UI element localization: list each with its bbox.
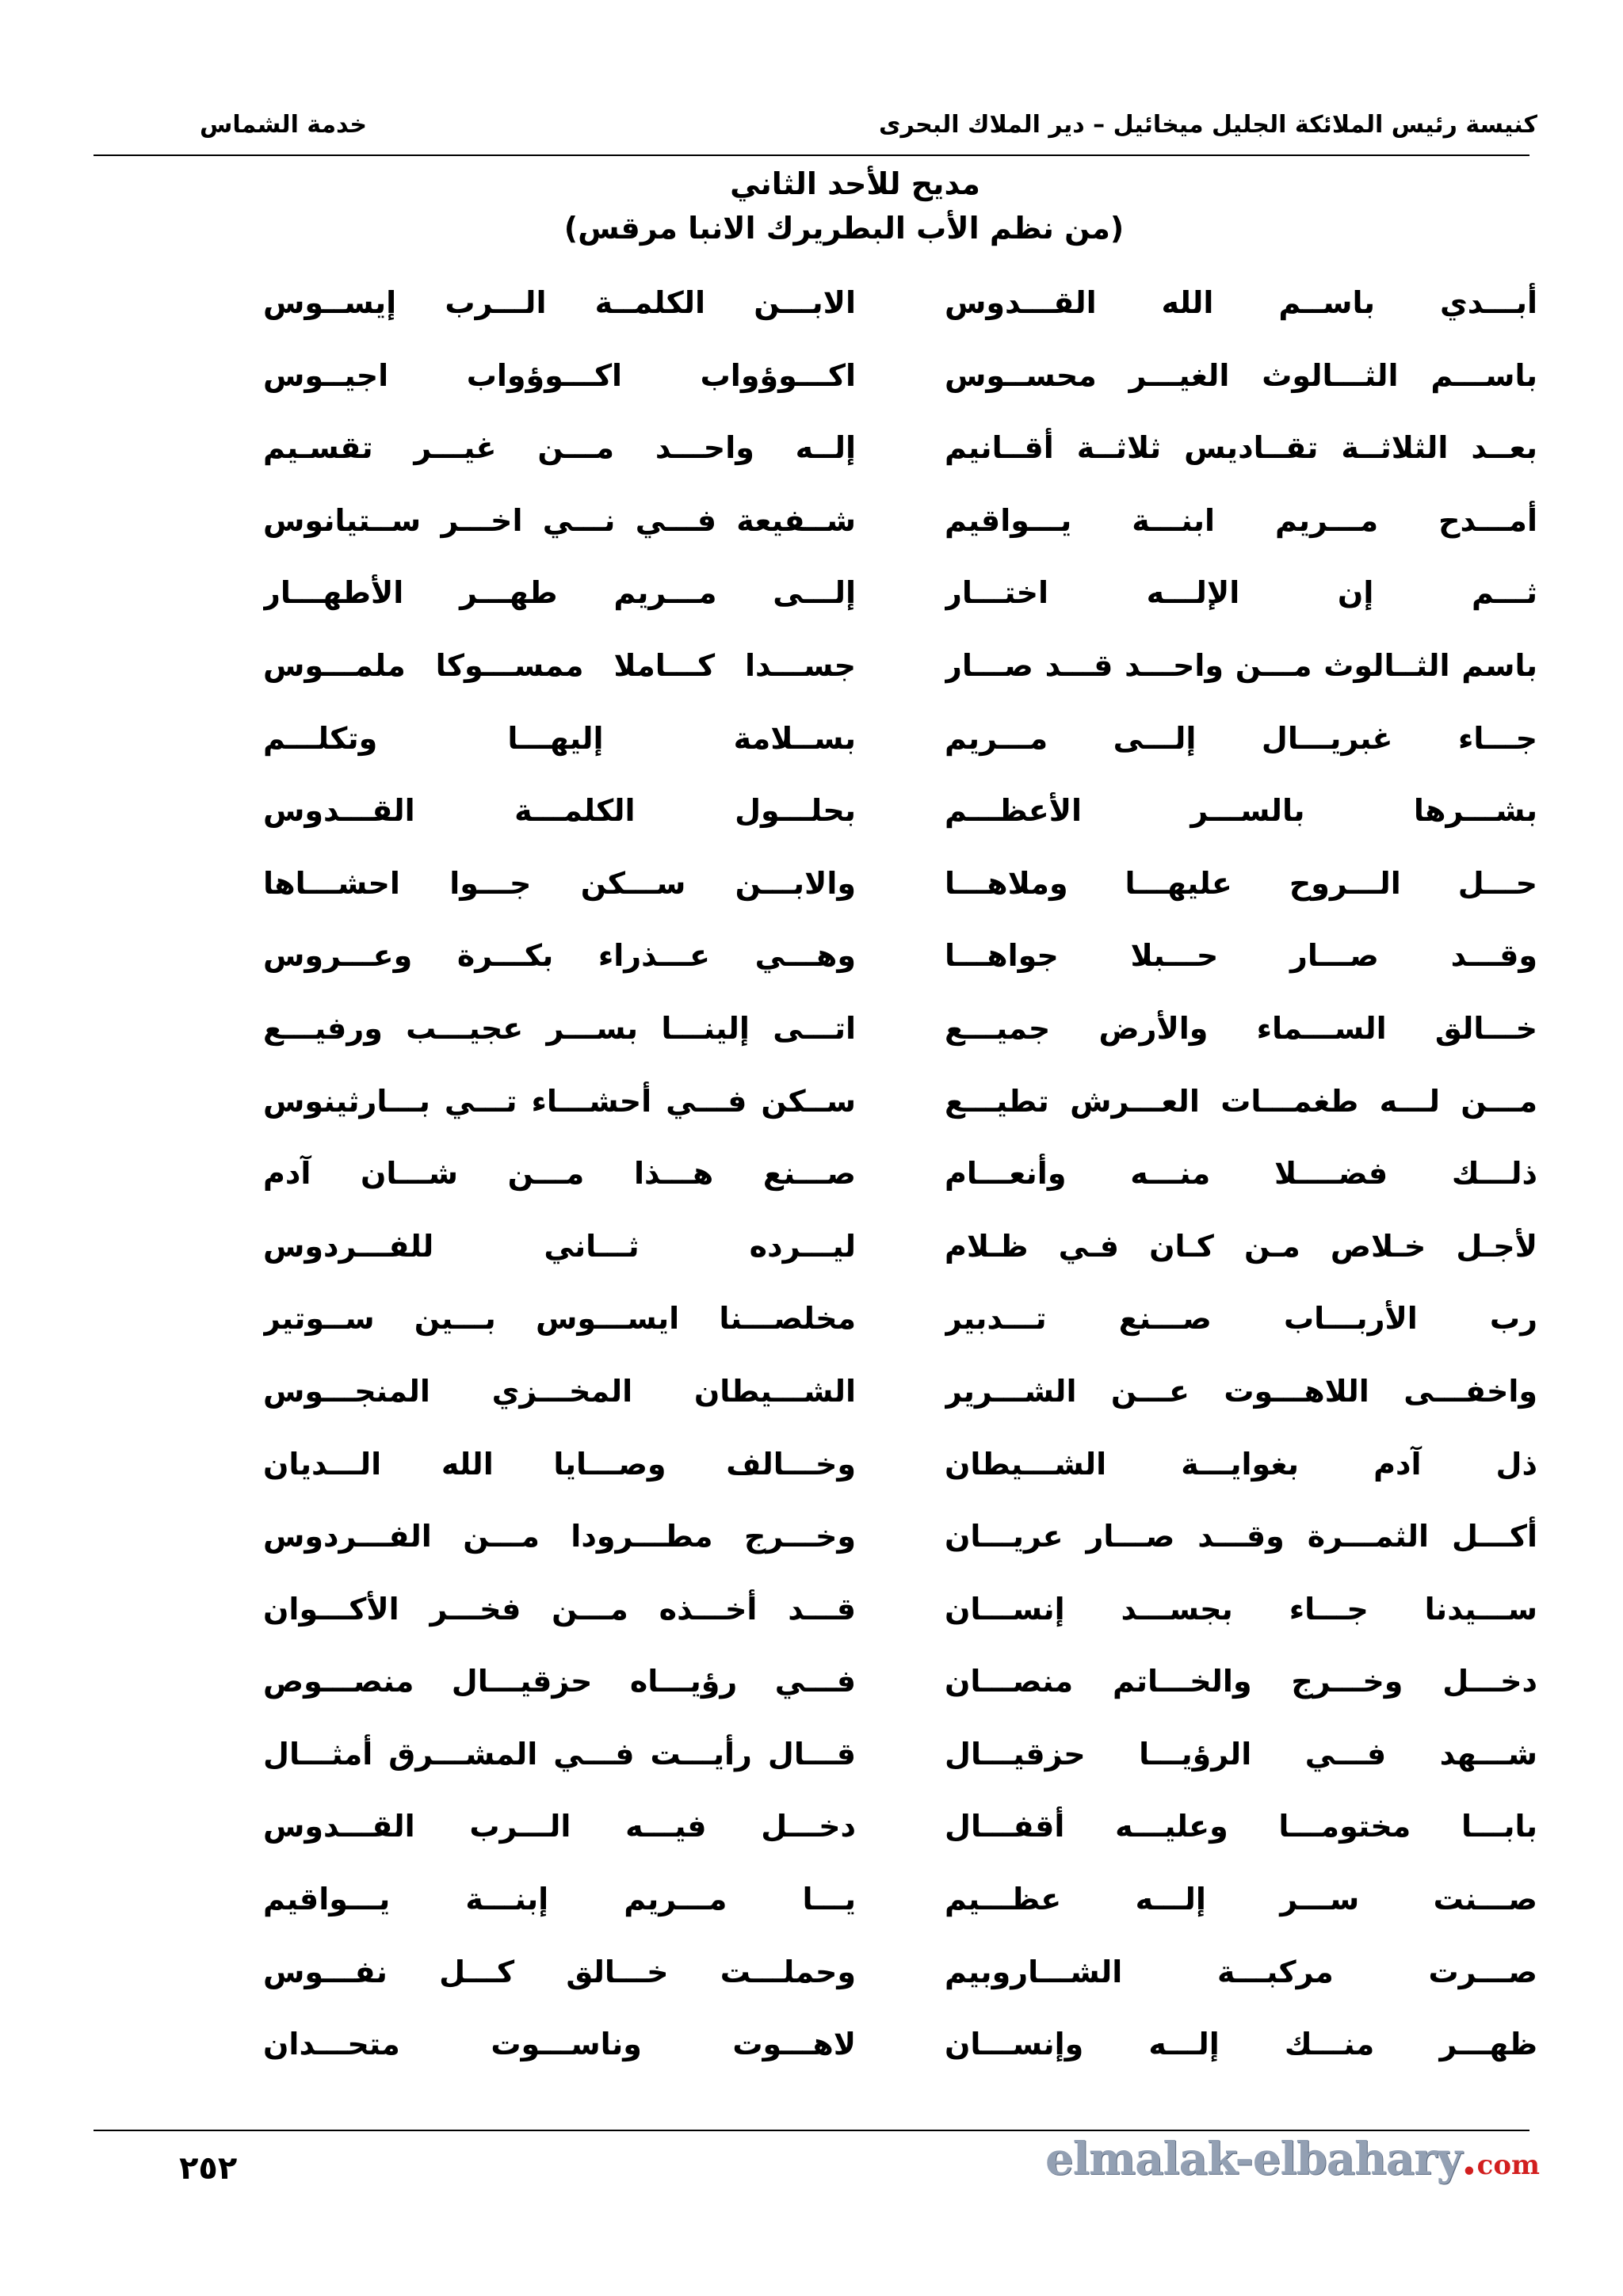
verse-second-half: قـــد أخـــذه مـــن فخـــر الأكـــوان <box>263 1591 856 1627</box>
verse-second-half: بحلـــول الكلمـــة القـــدوس <box>263 793 856 829</box>
page-subtitle: (من نظم الأب البطريرك الانبا مرقس) <box>563 211 1125 246</box>
verse-row <box>0 860 1623 933</box>
verse-first-half: بابـــا مختومـــا وعليـــه أقفـــال <box>945 1809 1537 1844</box>
verse-row <box>0 1512 1623 1585</box>
verse-first-half: باســـم الثـــالوث الغيـــر محســوس <box>945 357 1537 393</box>
title-block <box>0 162 1623 250</box>
verse-second-half: وخـــالف وصـــايا الله الـــديان <box>263 1446 856 1482</box>
verse-second-half: اتـــى إلينـــا بســـر عجيـــب ورفيـــع <box>263 1010 856 1046</box>
verse-row <box>0 1222 1623 1295</box>
header-church-name: كنيسة رئيس الملائكة الجليل ميخائيل – دير الملاك البحرى <box>878 111 1537 139</box>
verse-second-half: إلــه واحـــد مـــن غيـــر تقسـيم <box>263 430 856 466</box>
verse-row <box>0 2020 1623 2093</box>
verse-second-half: اكـــوؤواب اكـــوؤواب اجيــوس <box>263 357 856 393</box>
top-divider <box>94 154 1529 156</box>
verse-row <box>0 569 1623 642</box>
verse-second-half: وحملـــت خـــالق كـــل نفـــوس <box>263 1954 856 1989</box>
site-logo-tld: com <box>1476 2149 1540 2181</box>
verse-first-half: وقـــد صـــار حـــبلا جواهـــا <box>945 938 1537 974</box>
verse-second-half: والابـــن ســـكن جـــوا احشـــاها <box>263 865 856 901</box>
verse-row <box>0 1875 1623 1948</box>
verse-second-half: إلـــى مـــريم طهـــر الأطهـــار <box>263 575 856 611</box>
verse-first-half: واخفـــى اللاهـــوت عـــن الشـــرير <box>945 1373 1537 1409</box>
page-number: ٢٥٢ <box>179 2150 238 2187</box>
verse-first-half: حـــل الـــروح عليهـــا وملاهـــا <box>945 865 1537 901</box>
verse-first-half: أبـــدي باســم الله القـــدوس <box>945 285 1537 320</box>
verse-row <box>0 1440 1623 1513</box>
verse-row <box>0 1585 1623 1658</box>
verse-second-half: وخـــرج مطـــرودا مـــن الفـــردوس <box>263 1519 856 1554</box>
verse-second-half: الابـــن الكلمــة الـــرب إيســوس <box>263 285 856 320</box>
verse-first-half: ســـيدنا جـــاء بجســـد إنســـان <box>945 1591 1537 1627</box>
verse-row <box>0 424 1623 497</box>
verse-first-half: بشـــرها بالســـر الأعظـــم <box>945 793 1537 829</box>
verse-second-half: الشـــيطان المخـــزي المنجـــوس <box>263 1373 856 1409</box>
verse-second-half: صـــنع هـــذا مـــن شـــان آدم <box>263 1156 856 1192</box>
verse-second-half: ســكن فـــي أحشـــاء تـــي بـــارثينوس <box>263 1083 856 1119</box>
verse-row <box>0 352 1623 425</box>
verse-row <box>0 1367 1623 1440</box>
verse-first-half: صـــنت ســـر إلـــه عظـــيم <box>945 1882 1537 1917</box>
verse-second-half: قـــال رأيـــت فـــي المشـــرق أمثـــال <box>263 1736 856 1772</box>
verse-row <box>0 1005 1623 1077</box>
verse-first-half: رب الأربـــاب صـــنع تـــدبير <box>945 1301 1537 1337</box>
verse-row <box>0 1657 1623 1730</box>
verse-first-half: مـــن لـــه طغمـــات العـــرش تطيـــع <box>945 1083 1537 1119</box>
verse-second-half: مخلصـــنا ايســـوس بـــين ســوتير <box>263 1301 856 1337</box>
verse-row <box>0 715 1623 788</box>
verse-first-half: شـــهد فـــي الرؤيـــا حزقيـــال <box>945 1736 1537 1772</box>
verse-first-half: أكـــل الثمـــرة وقـــد صـــار عريـــان <box>945 1519 1537 1554</box>
verse-row <box>0 279 1623 352</box>
verse-second-half: ليـــرده ثـــاني للفـــردوس <box>263 1228 856 1264</box>
site-logo-main: elmalak-elbahary <box>1044 2133 1462 2185</box>
verse-second-half: شــفيعة فـــي نـــي اخـــر ســتيانوس <box>263 502 856 538</box>
verse-first-half: لأجـل خـلاص مـن كـان فـي ظـلام <box>945 1228 1537 1264</box>
verse-row <box>0 642 1623 715</box>
verse-first-half: ذلـــك فضــــلا منـــه وأنعـــام <box>945 1156 1537 1192</box>
verse-first-half: جـــاء غبريـــال إلـــى مـــريم <box>945 720 1537 756</box>
verse-second-half: فـــي رؤيـــاه حزقيـــال منصـــوص <box>263 1664 856 1699</box>
verses-container <box>0 279 1623 2093</box>
verse-row <box>0 1295 1623 1367</box>
verse-first-half: ثـــم إن الإلـــه اختـــار <box>945 575 1537 611</box>
verse-row <box>0 1077 1623 1150</box>
verse-row <box>0 1730 1623 1803</box>
verse-first-half: بعــد الثلاثــة تقــاديس ثلاثــة أقــانيم <box>945 430 1537 466</box>
verse-first-half: خـــالق الســـماء والأرض جميـــع <box>945 1010 1537 1046</box>
verse-second-half: وهـــي عـــذراء بكـــرة وعـــروس <box>263 938 856 974</box>
verse-row <box>0 787 1623 860</box>
verse-row <box>0 1948 1623 2021</box>
page-title: مديح للأحد الثاني <box>730 166 980 201</box>
verse-first-half: صـــرت مركبـــة الشـــاروبيم <box>945 1954 1537 1989</box>
verse-row <box>0 932 1623 1005</box>
verse-second-half: دخـــل فيـــه الـــرب القـــدوس <box>263 1809 856 1844</box>
verse-second-half: لاهـــوت وناســـوت متحـــدان <box>263 2027 856 2062</box>
verse-row <box>0 497 1623 570</box>
verse-first-half: أمـــدح مـــريم ابنـــة يـــواقيم <box>945 502 1537 538</box>
verse-second-half: يـــا مـــريم إبنـــة يـــواقيم <box>263 1882 856 1917</box>
verse-first-half: ظهـــر منـــك إلـــه وإنســـان <box>945 2027 1537 2062</box>
site-logo <box>1045 2133 1540 2185</box>
verse-first-half: دخـــل وخـــرج والخـــاتم منصـــان <box>945 1664 1537 1699</box>
bottom-divider <box>94 2130 1529 2131</box>
verse-second-half: جســـدا كـــاملا ممســـوكا ملمـــوس <box>263 647 856 683</box>
verse-row <box>0 1802 1623 1875</box>
site-logo-dot: . <box>1461 2133 1477 2185</box>
verse-row <box>0 1150 1623 1222</box>
header-service-name: خدمة الشماس <box>200 111 368 139</box>
verse-first-half: ذل آدم بغوايـــة الشـــيطان <box>945 1446 1537 1482</box>
verse-first-half: باسم الثــالوث مـــن واحـــد قـــد صـــار <box>945 647 1537 683</box>
verse-second-half: بســلامة إليهـــا وتكلـــم <box>263 720 856 756</box>
